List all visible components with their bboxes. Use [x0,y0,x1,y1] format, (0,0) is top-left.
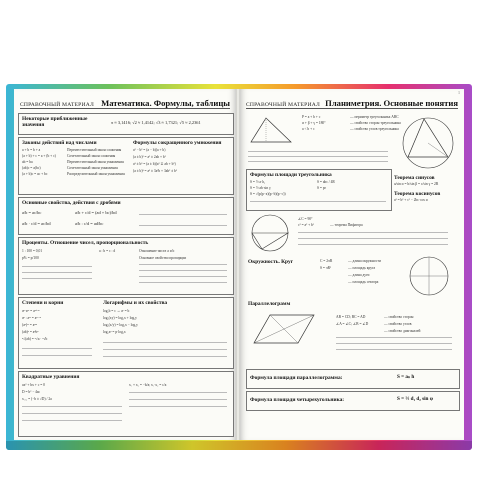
right-tri-rule [298,232,448,233]
section-area-parallelogram [246,369,460,389]
section-quadratic-title: Квадратные уравнения [22,374,80,380]
triangle-rule [248,151,388,152]
power-row-3: (aⁿ)ᵐ = aⁿᵐ [22,323,38,327]
power-row-2: aⁿ : aᵐ = aⁿ⁻ᵐ [22,316,42,320]
area-triangle-rule [250,201,386,202]
circle-row-1: C = 2πR [320,259,333,263]
quadratic-rule [22,413,122,414]
section-percent-title: Проценты. Отношение чисел, пропорциональность [22,240,149,246]
quadratic-rule [129,406,227,407]
section-quadratic [18,371,234,437]
section-fractions-title: Основные свойства, действия с дробями [22,200,121,206]
section-approx-values [18,113,234,135]
right-triangle-circle-diagram [250,213,290,253]
circumscribed-triangle-diagram [400,115,456,171]
area-parallelogram-title: Формула площади параллелограмма: [250,375,343,381]
triangle-row-1: P = a + b + c [302,115,321,119]
page-number: 1 [458,90,460,95]
law-row-4: (ab)c = a(bc) [22,166,41,170]
law-note-1: Переместительный закон сложения [67,148,122,152]
triangle-note-2: — свойство сторон треугольника [350,121,401,125]
law-row-2: (a + b) + c = a + (b + c) [22,154,56,158]
mult-row-4: (a ± b)³ = a³ ± 3a²b + 3ab² ± b³ [133,169,177,173]
area-triangle-row-4: S = abc / 4R [317,180,335,184]
percent-rule [22,266,92,267]
logs-rule [103,356,227,357]
section-percent [18,237,234,295]
quadratic-rule [129,392,227,393]
logs-rule [103,342,227,343]
law-note-2: Сочетательный закон сложения [67,154,116,158]
fraction-row-1: a/b = ac/bc [22,210,42,215]
left-page-header [20,94,230,109]
power-row-4: (ab)ⁿ = aⁿbⁿ [22,330,39,334]
law-note-3: Переместительный закон умножения [67,160,124,164]
parallelogram-note-3: — свойство диагоналей [384,329,421,333]
parallelogram-diagram [252,311,316,347]
percent-rule [22,272,92,273]
parallelogram-row-1: AB = CD; BC = AD [336,315,366,319]
area-parallelogram-formula: S = aₙ h [397,374,415,380]
approx-value: π ≈ 3,1416; √2 ≈ 1,4142; √3 ≈ 1,7321; √5 ≈ 2,2361 [111,120,201,125]
right-tri-row-1: ∠C = 90° [298,217,313,221]
section-area-triangle [246,169,392,211]
area-quadrilateral-formula: S = ½ d₁ d₂ sin φ [397,396,433,402]
parallelogram-rule [336,337,452,338]
law-note-4: Сочетательный закон умножения [67,166,118,170]
section-area-quadrilateral [246,391,460,411]
section-fractions [18,197,234,235]
area-triangle-row-1: S = ½ a·hₐ [250,180,265,184]
area-triangle-title: Формулы площади треугольника [250,172,332,178]
log-row-4: logₐxᵖ = p·logₐx [103,330,126,334]
section-powers [18,297,234,369]
section-approx-title: Некоторые приближенные значения [22,116,88,128]
area-triangle-row-5: S = pr [317,186,326,190]
right-page [240,89,464,440]
circle-row-3: — длина окружности [348,259,381,263]
log-row-3: logₐ(x/y) = logₐx − logₐy [103,323,138,327]
section-laws-title: Законы действий над числами [22,140,97,146]
cosines-title: Теорема косинусов [394,191,441,197]
circle-row-2: S = πR² [320,266,332,270]
triangle-row-2: α + β + γ = 180° [302,121,326,125]
quadratic-row-4: x₁ + x₂ = −b/a; x₁·x₂ = c/a [129,383,167,387]
fraction-rule [139,225,227,226]
log-row-1: logₐb = c ⇔ aᶜ = b [103,309,130,313]
triangle-diagram [248,115,294,145]
quadratic-rule [129,399,227,400]
circle-row-5: — длина дуги [348,273,370,277]
circle-diagram [408,255,450,297]
right-tri-row-2: c² = a² + b² [298,223,314,227]
triangle-rule [248,156,388,157]
sines-title: Теорема синусов [394,175,435,181]
left-header-subtitle: СПРАВОЧНЫЙ МАТЕРИАЛ [20,102,94,108]
percent-row-5: Основное свойство пропорции [139,256,187,260]
quadratic-rule [22,420,122,421]
powers-rule [22,348,92,349]
mult-row-1: a² − b² = (a − b)(a + b) [133,148,166,152]
fraction-row-2: a/b + c/d = (ad + bc)/bd [75,210,117,215]
percent-rule [22,278,92,279]
quadratic-row-3: x₁,₂ = (−b ± √D) / 2a [22,397,52,401]
powers-rule [22,355,92,356]
cosines-formula: a² = b² + c² − 2bc·cos α [394,198,428,202]
circle-title: Окружность. Круг [248,259,294,265]
parallelogram-row-2: ∠A = ∠C; ∠B = ∠D [336,322,369,326]
law-row-5: (a + b)c = ac + bc [22,172,48,176]
power-row-5: ⁿ√(ab) = ⁿ√a · ⁿ√b [22,337,48,341]
law-row-3: ab = ba [22,160,33,164]
notebook-cover-edge [6,441,472,450]
right-header-subtitle: СПРАВОЧНЫЙ МАТЕРИАЛ [246,102,320,108]
percent-row-1: 1 : 100 = 0,01 [22,249,43,253]
law-row-1: a + b = b + a [22,148,41,152]
sines-formula: a/sin α = b/sin β = c/sin γ = 2R [394,182,439,186]
parallelogram-note-2: — свойство углов [384,322,412,326]
logs-rule [103,349,227,350]
fraction-row-3: a/b · c/d = ac/bd [22,221,51,226]
log-row-2: logₐ(xy) = logₐx + logₐy [103,316,137,320]
left-header-title: Математика. Формулы, таблицы [101,98,230,108]
right-tri-rule [298,238,448,239]
area-triangle-row-2: S = ½ ab·sin γ [250,186,271,190]
circle-row-6: — площадь сектора [348,280,379,284]
right-tri-row-3: — теорема Пифагора [330,223,363,227]
area-triangle-row-3: S = √(p(p−a)(p−b)(p−c)) [250,192,286,196]
law-note-5: Распределительный закон умножения [67,172,125,176]
mult-row-2: (a ± b)² = a² ± 2ab + b² [133,155,166,159]
area-quadrilateral-title: Формула площади четырехугольника: [250,397,345,403]
fraction-row-4: a/b : c/d = ad/bc [75,221,104,226]
right-header-title: Планиметрия. Основные понятия [325,98,458,108]
triangle-note-1: — периметр треугольника ABC [350,115,399,119]
quadratic-rule [22,406,122,407]
power-row-1: aⁿ·aᵐ = aⁿ⁺ᵐ [22,309,40,313]
parallelogram-rule [336,349,452,350]
quadratic-row-1: ax² + bx + c = 0 [22,383,45,387]
left-page [14,89,236,440]
percent-row-4: Отношение чисел a и b [139,249,175,253]
parallelogram-note-1: — свойство сторон [384,315,414,319]
section-laws [18,137,234,195]
mult-row-3: a³ ± b³ = (a ± b)(a² ∓ ab + b²) [133,162,176,166]
parallelogram-rule [336,343,452,344]
percent-row-2: p% = p/100 [22,256,39,260]
percent-row-3: a : b = c : d [99,249,116,253]
percent-rule [139,282,227,283]
right-tri-rule [298,244,448,245]
percent-rule [139,270,227,271]
triangle-row-3: a < b + c [302,127,315,131]
circle-row-4: — площадь круга [348,266,376,270]
section-powers-title: Степени и корни [22,300,64,306]
triangle-note-3: — свойство углов треугольника [350,127,399,131]
percent-rule [139,276,227,277]
quadratic-row-2: D = b² − 4ac [22,390,41,394]
triangle-rule [248,161,388,162]
parallelogram-title: Параллелограмм [248,301,291,307]
section-logs-title: Логарифмы и их свойства [103,300,168,306]
right-page-header [246,94,458,109]
percent-rule [139,264,227,265]
section-mult-title: Формулы сокращенного умножения [133,140,222,146]
fraction-rule [139,214,227,215]
